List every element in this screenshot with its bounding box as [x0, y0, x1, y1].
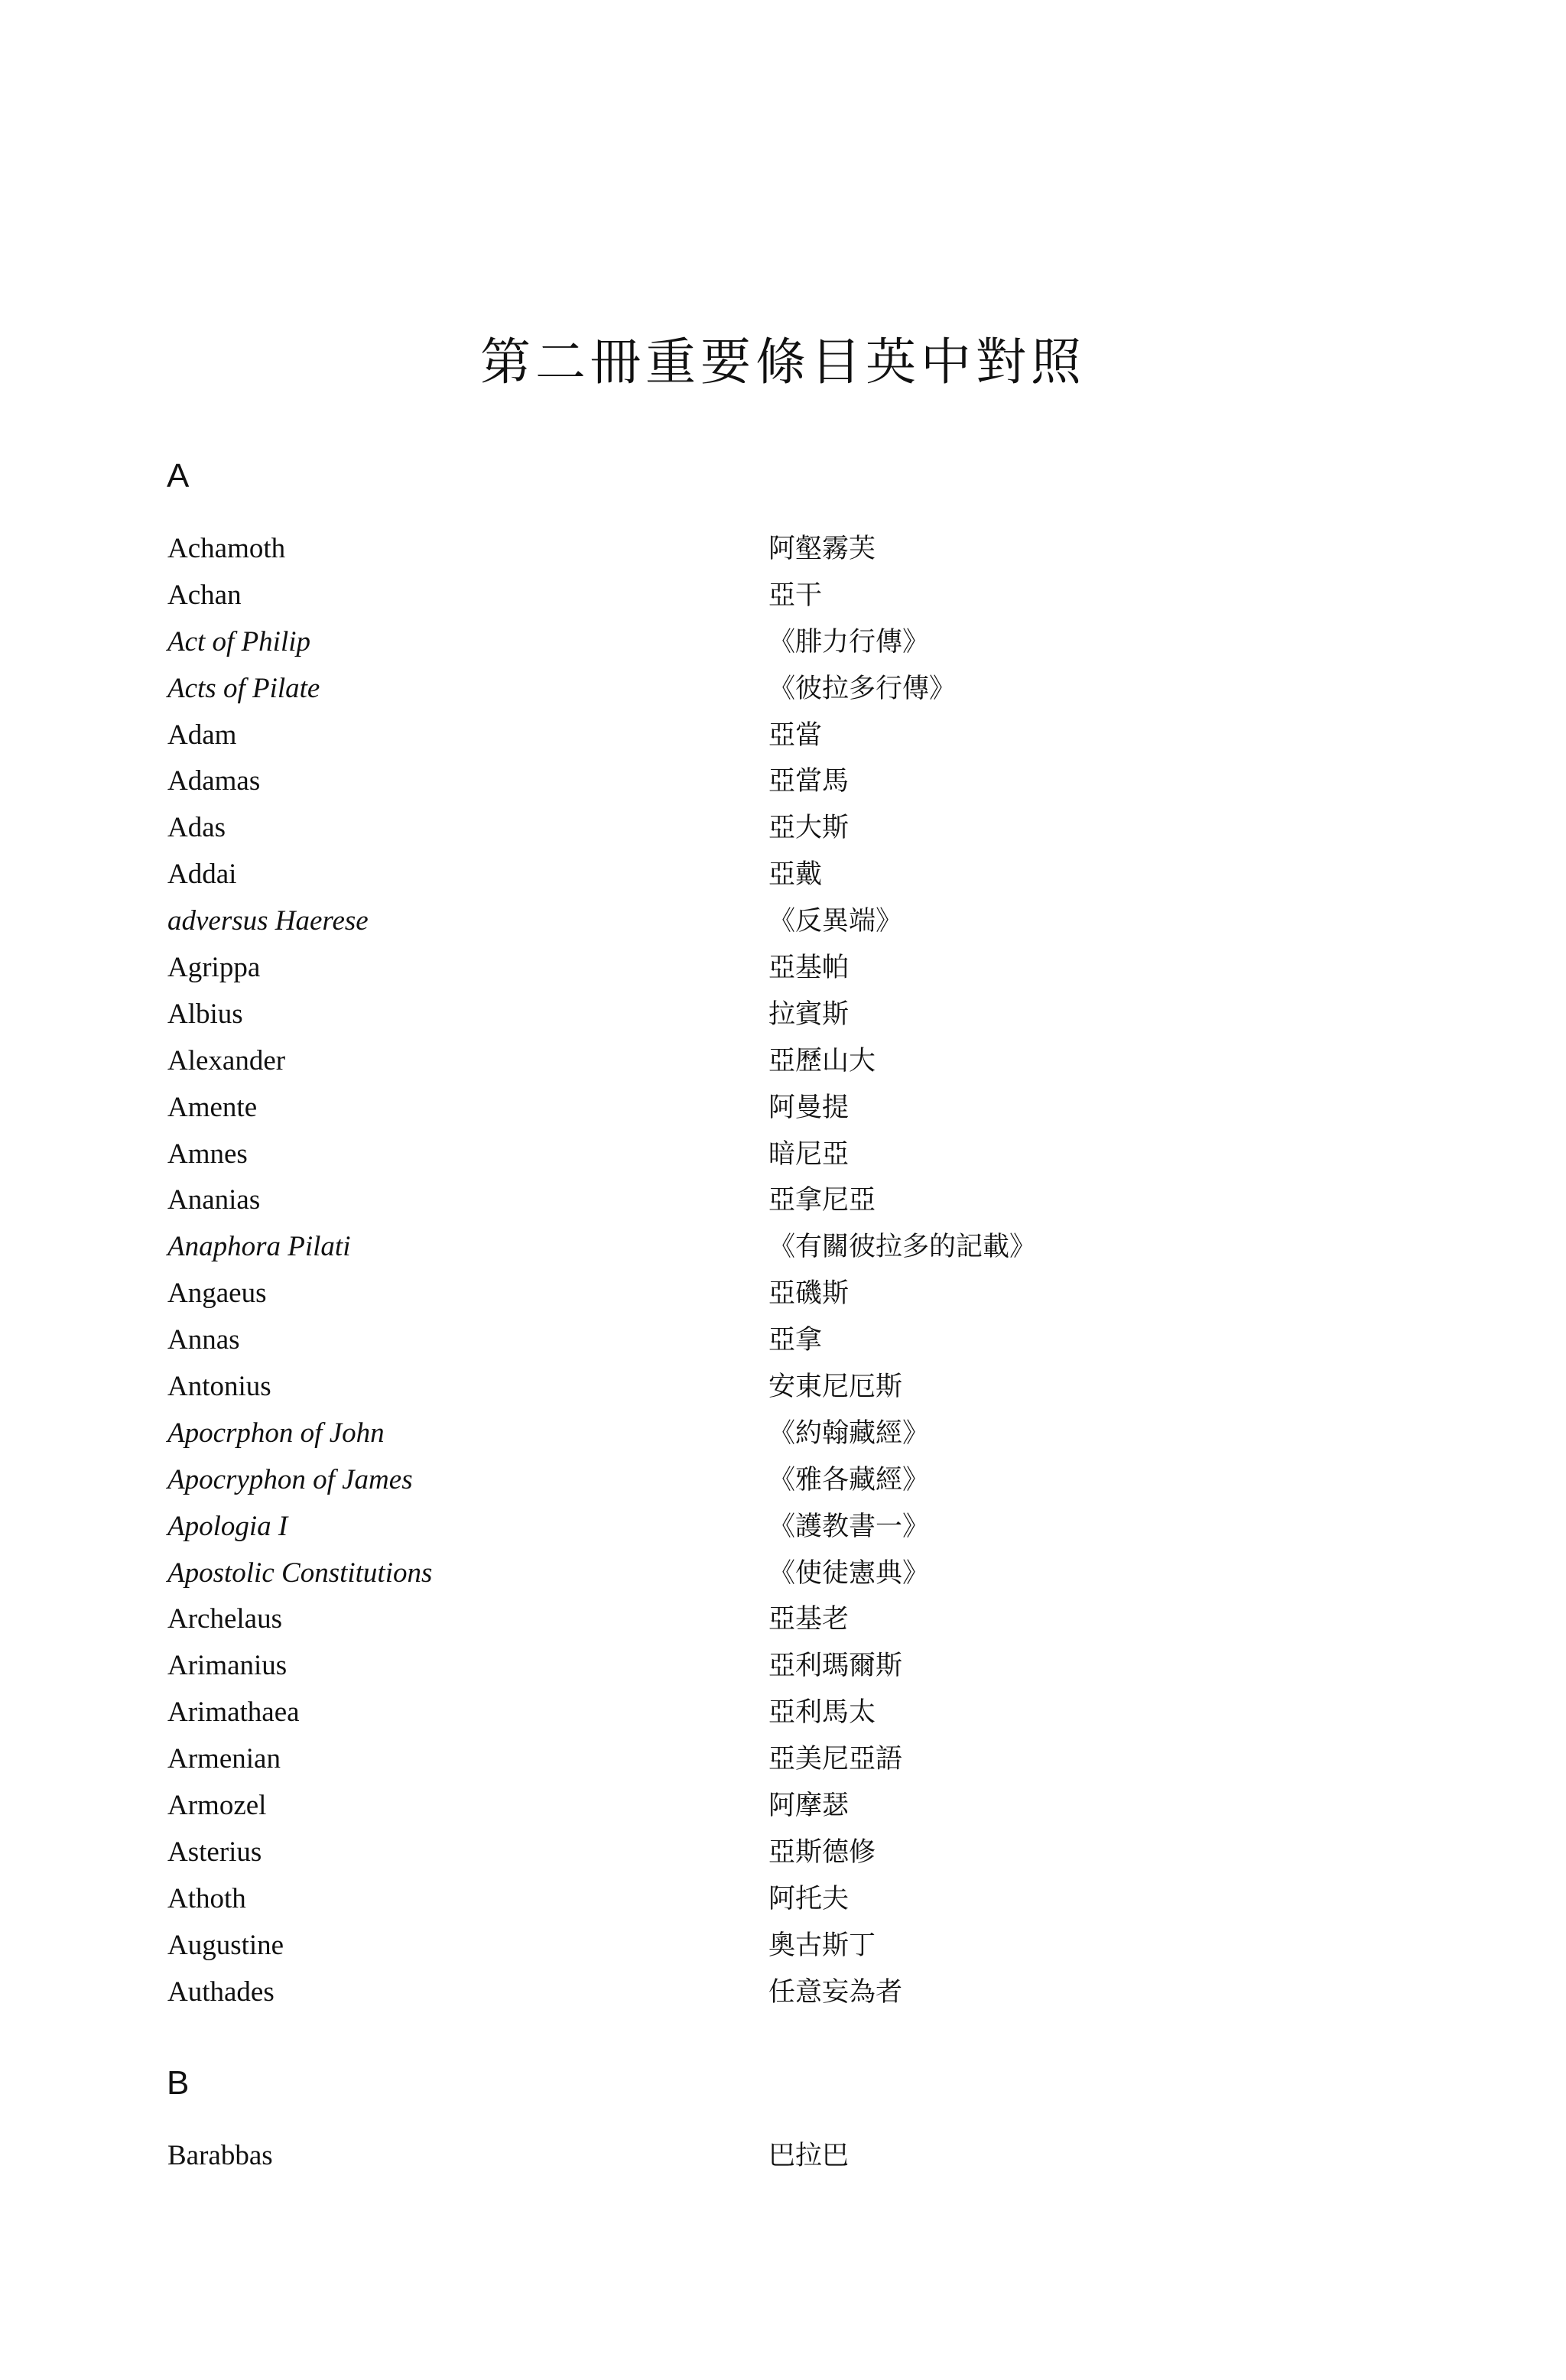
entry-term: Alexander: [167, 1044, 286, 1076]
entry-translation: 《腓力行傳》: [768, 626, 930, 658]
entry-translation: 亞利瑪爾斯: [768, 1651, 903, 1682]
entry-term: Authades: [167, 1976, 275, 2008]
glossary-entry: [0, 1224, 1566, 1271]
entry-term: Anaphora Pilati: [167, 1231, 351, 1263]
entry-term: Barabbas: [167, 2140, 273, 2171]
glossary-entry: [0, 1132, 1566, 1178]
entry-translation: 亞基老: [768, 1604, 850, 1635]
glossary-entry: [0, 758, 1566, 805]
entry-translation: 亞戴: [768, 859, 823, 891]
entry-term: Amnes: [167, 1138, 248, 1170]
entry-translation: 亞當馬: [768, 766, 850, 797]
entry-term: Achamoth: [167, 533, 286, 564]
glossary-entry: [0, 1690, 1566, 1736]
entry-term: Agrippa: [167, 952, 261, 984]
glossary-entry: [0, 1504, 1566, 1550]
entry-translation: 《約翰藏經》: [768, 1417, 930, 1449]
entry-term: Athoth: [167, 1882, 246, 1914]
entry-translation: 安東尼厄斯: [768, 1372, 903, 1403]
entry-translation: 奧古斯丁: [768, 1930, 876, 1961]
entry-translation: 亞當: [768, 719, 823, 751]
glossary-entry: [0, 619, 1566, 666]
entry-term: Apostolic Constitutions: [167, 1557, 433, 1589]
glossary-entry: [0, 1830, 1566, 1876]
glossary-entry: [0, 2133, 1566, 2180]
entry-term: Armenian: [167, 1743, 281, 1775]
entry-translation: 《反異端》: [768, 906, 903, 937]
glossary-entry: [0, 713, 1566, 759]
entry-term: Archelaus: [167, 1603, 282, 1635]
glossary-entry: [0, 1596, 1566, 1643]
glossary-entry: [0, 1550, 1566, 1597]
entry-term: Annas: [167, 1324, 240, 1356]
glossary-entry: [0, 852, 1566, 898]
entry-translation: 阿曼提: [768, 1092, 850, 1123]
glossary-entry: [0, 1411, 1566, 1457]
entry-term: Adas: [167, 812, 226, 844]
entry-term: Apocryphon of James: [167, 1463, 413, 1495]
page-title: 第二冊重要條目英中對照: [480, 333, 1086, 391]
glossary-list-b: [0, 2133, 1566, 2180]
entry-term: Adamas: [167, 765, 261, 797]
glossary-entry: [0, 526, 1566, 573]
entry-translation: 暗尼亞: [768, 1138, 850, 1170]
glossary-entry: [0, 1085, 1566, 1132]
entry-translation: 亞斯德修: [768, 1836, 876, 1868]
entry-term: Armozel: [167, 1790, 267, 1822]
entry-translation: 亞大斯: [768, 813, 850, 844]
glossary-entry: [0, 1783, 1566, 1830]
entry-term: Augustine: [167, 1929, 284, 1961]
glossary-entry: [0, 992, 1566, 1038]
entry-translation: 亞美尼亞語: [768, 1744, 903, 1775]
section-heading-a: A: [167, 457, 190, 495]
entry-translation: 亞歷山大: [768, 1045, 876, 1076]
glossary-entry: [0, 1177, 1566, 1224]
glossary-entry: [0, 666, 1566, 713]
glossary-entry: [0, 1643, 1566, 1690]
entry-term: Achan: [167, 579, 242, 611]
entry-translation: 巴拉巴: [768, 2141, 850, 2171]
entry-term: adversus Haerese: [167, 905, 369, 937]
entry-term: Apocrphon of John: [167, 1417, 385, 1449]
entry-translation: 阿摩瑟: [768, 1791, 850, 1822]
entry-term: Asterius: [167, 1836, 262, 1868]
entry-term: Angaeus: [167, 1278, 267, 1310]
entry-translation: 《使徒憲典》: [768, 1557, 930, 1589]
entry-translation: 亞磯斯: [768, 1278, 850, 1310]
entry-translation: 《雅各藏經》: [768, 1464, 930, 1495]
entry-term: Albius: [167, 998, 243, 1030]
glossary-entry: [0, 1271, 1566, 1317]
glossary-entry: [0, 573, 1566, 619]
entry-term: Addai: [167, 859, 237, 891]
entry-term: Ananias: [167, 1184, 261, 1216]
entry-translation: 《護教書一》: [768, 1511, 930, 1542]
entry-translation: 亞干: [768, 580, 823, 611]
glossary-entry: [0, 1969, 1566, 2016]
glossary-entry: [0, 1457, 1566, 1504]
entry-translation: 《有關彼拉多的記載》: [768, 1232, 1037, 1263]
glossary-entry: [0, 805, 1566, 852]
entry-translation: 亞拿尼亞: [768, 1185, 876, 1216]
glossary-entry: [0, 1736, 1566, 1783]
entry-term: Amente: [167, 1091, 258, 1123]
entry-term: Arimathaea: [167, 1697, 300, 1729]
glossary-entry: [0, 1317, 1566, 1364]
glossary-entry: [0, 898, 1566, 945]
entry-translation: 拉賓斯: [768, 998, 850, 1030]
entry-translation: 亞拿: [768, 1325, 823, 1356]
entry-term: Apologia I: [167, 1510, 288, 1542]
glossary-entry: [0, 1038, 1566, 1085]
entry-translation: 亞基帕: [768, 953, 850, 984]
entry-translation: 阿壑霧芙: [768, 534, 876, 564]
glossary-entry: [0, 1876, 1566, 1923]
entry-term: Acts of Pilate: [167, 672, 320, 704]
glossary-entry: [0, 1923, 1566, 1969]
entry-term: Act of Philip: [167, 625, 311, 658]
glossary-list-a: [0, 526, 1566, 2016]
entry-translation: 阿托夫: [768, 1883, 850, 1914]
entry-translation: 《彼拉多行傳》: [768, 673, 957, 704]
entry-translation: 任意妄為者: [768, 1976, 903, 2008]
section-heading-b: B: [167, 2064, 190, 2102]
glossary-entry: [0, 1364, 1566, 1411]
entry-term: Antonius: [167, 1371, 271, 1403]
entry-term: Arimanius: [167, 1650, 288, 1682]
glossary-entry: [0, 945, 1566, 992]
entry-term: Adam: [167, 719, 237, 751]
entry-translation: 亞利馬太: [768, 1697, 876, 1729]
